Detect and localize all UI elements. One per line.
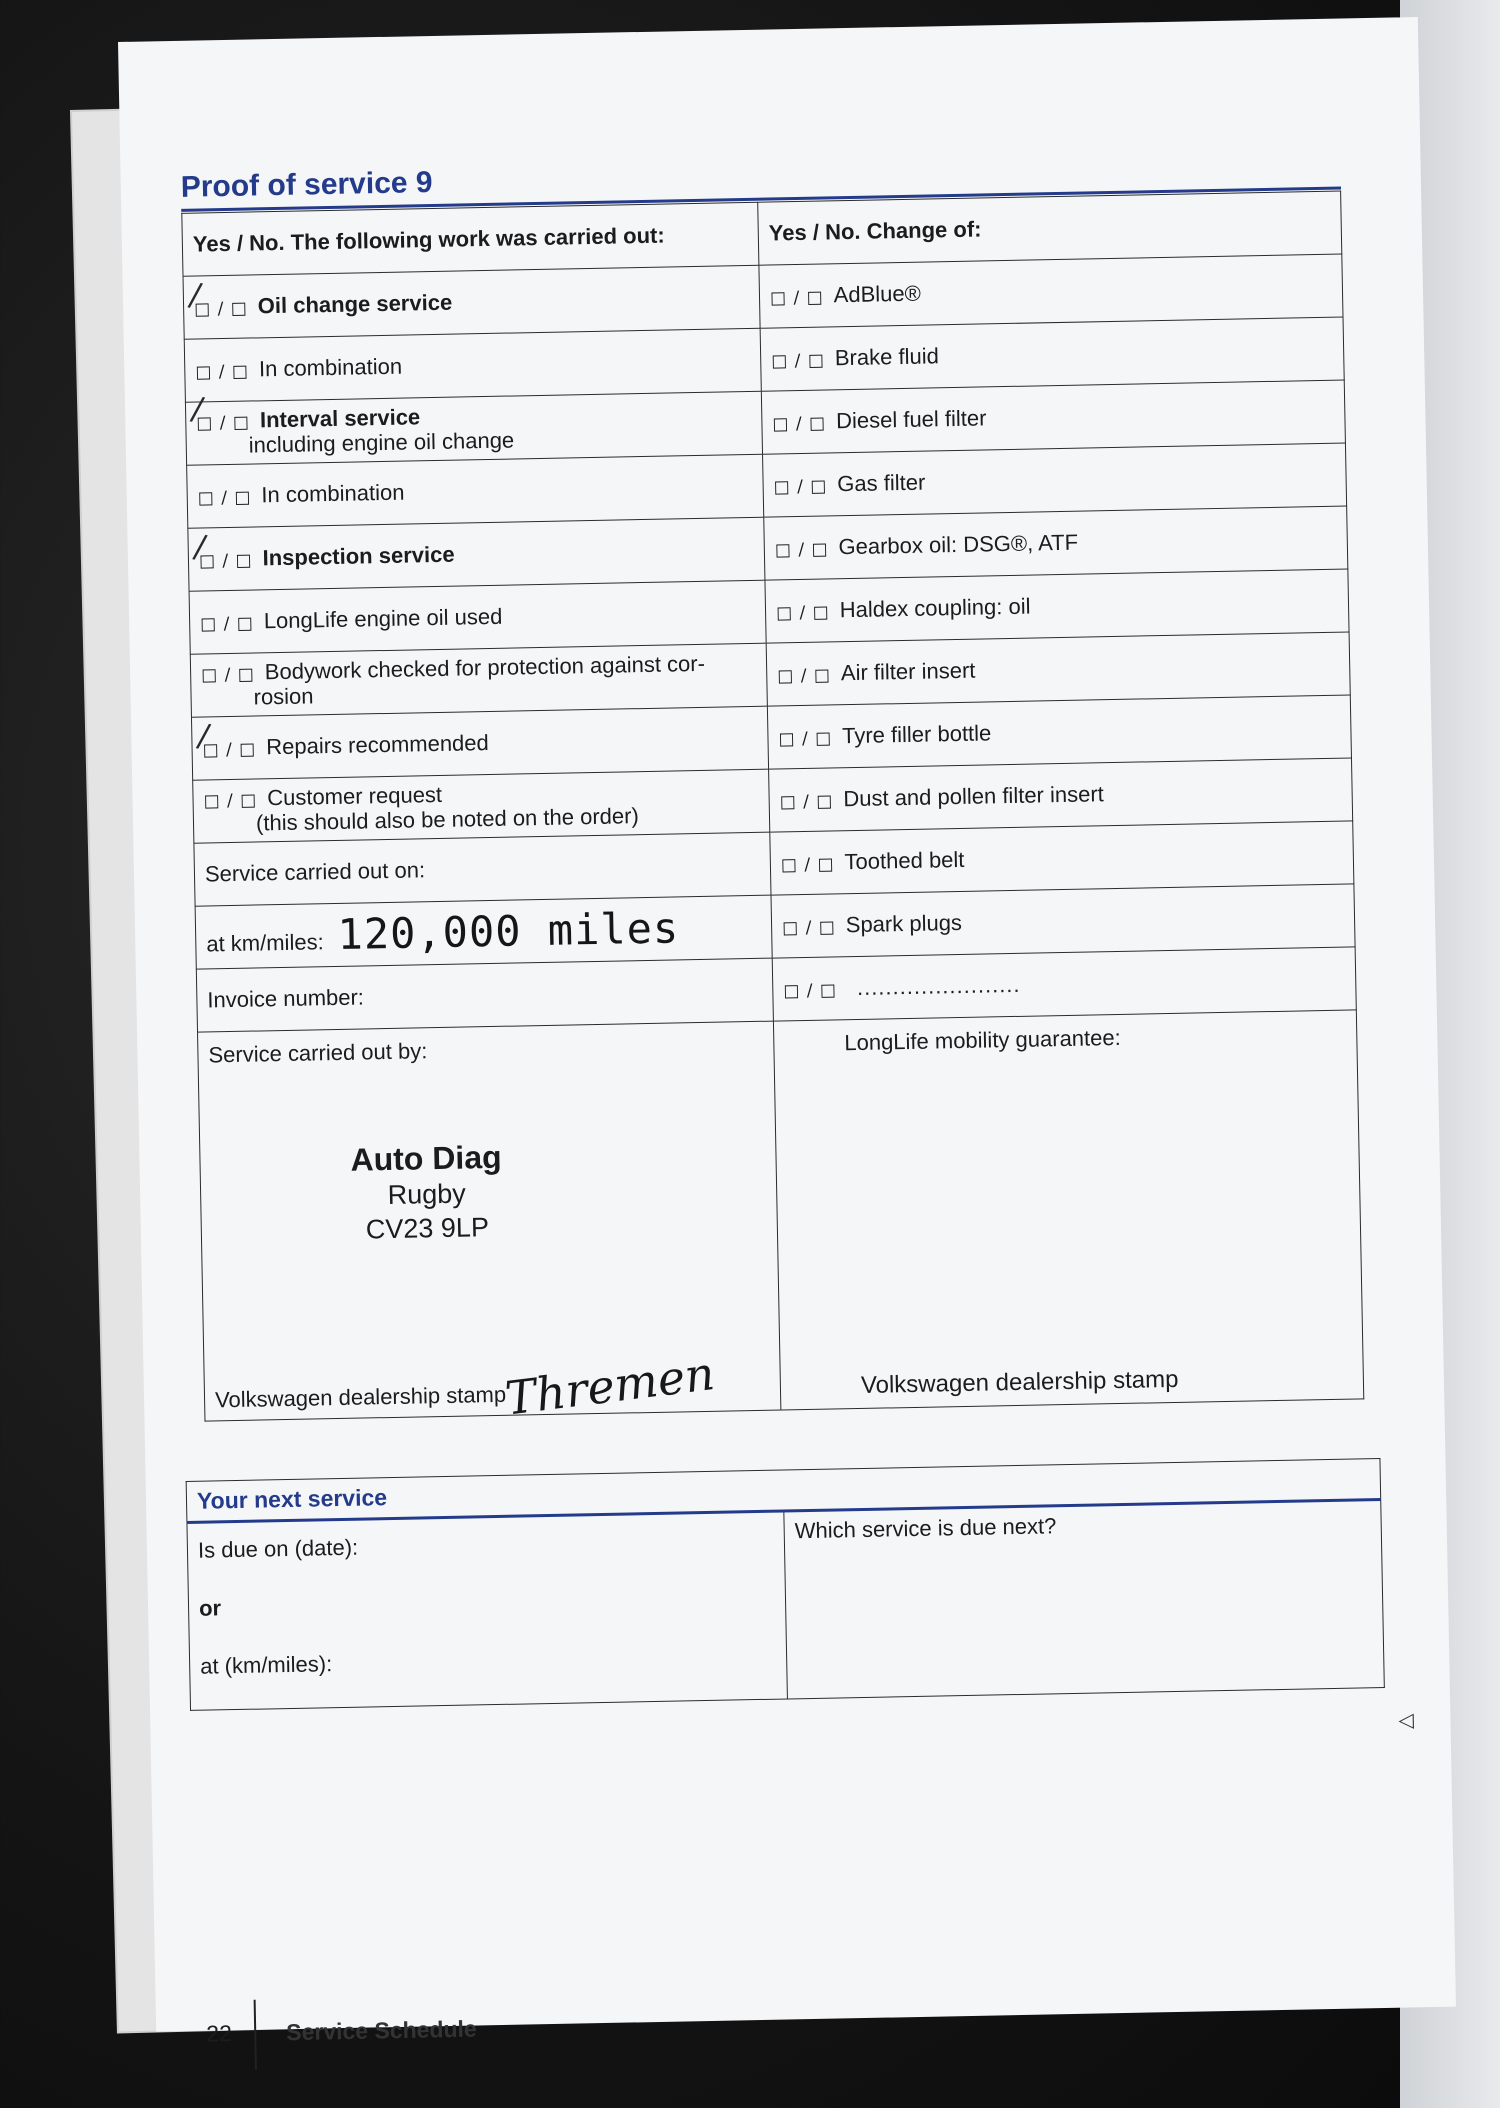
right-header: Yes / No. Change of: [758, 191, 1342, 265]
checkbox-pair[interactable]: □ / □ [774, 539, 829, 561]
work-label: In combination [258, 353, 403, 382]
left-stamp-cell [198, 1021, 781, 1426]
work-label: In combination [261, 479, 405, 508]
right-stamp-cell [773, 1010, 1363, 1410]
change-label: Spark plugs [845, 910, 963, 938]
stamp-line-3: CV23 9LP [365, 1211, 490, 1245]
change-label: Gas filter [837, 469, 926, 497]
change-label: Toothed belt [844, 847, 965, 875]
service-page [118, 17, 1456, 2047]
longlife-guarantee-label: LongLife mobility guarantee: [844, 1024, 1121, 1056]
right-stamp-label: Volkswagen dealership stamp [860, 1366, 1179, 1400]
dealer-stamp [350, 1137, 503, 1247]
tick-mark-icon: / [194, 716, 213, 756]
section-name: Service Schedule [285, 2015, 477, 2046]
change-label: Diesel fuel filter [835, 405, 987, 434]
change-row[interactable] [765, 569, 1349, 643]
checkbox-pair[interactable]: □ / □ [200, 613, 255, 635]
change-row[interactable] [763, 443, 1347, 517]
change-row[interactable] [771, 884, 1355, 958]
work-label: Repairs recommended [265, 730, 489, 760]
checkbox-pair[interactable]: □ / □ [781, 917, 836, 939]
which-service-label: Which service is due next? [794, 1513, 1057, 1544]
change-row[interactable] [761, 380, 1345, 454]
work-label: Interval service [259, 403, 421, 432]
checkbox-pair[interactable]: □ / □ [779, 791, 834, 813]
km-miles-row [195, 895, 772, 969]
page-number: 22 [206, 2020, 233, 2047]
checkbox-pair[interactable]: □ / □ [780, 854, 835, 876]
proof-title: Proof of service 9 [180, 165, 433, 204]
footer-divider [254, 2000, 257, 2070]
change-label: Dust and pollen filter insert [843, 781, 1104, 812]
change-label: ....................... [856, 972, 1021, 1001]
work-label: Inspection service [262, 541, 455, 571]
service-date-label: Service carried out on: [194, 832, 771, 906]
checkbox-pair[interactable]: □ / □ [193, 298, 249, 320]
work-row[interactable] [183, 265, 760, 339]
work-label: Oil change service [257, 289, 453, 319]
change-row[interactable] [769, 758, 1353, 832]
triangle-icon: ◁ [1398, 1709, 1415, 1732]
work-row[interactable] [185, 388, 762, 465]
change-row[interactable] [770, 821, 1354, 895]
checkbox-pair[interactable]: □ / □ [200, 664, 256, 686]
work-row[interactable] [189, 580, 766, 654]
work-row[interactable] [187, 454, 764, 528]
stamp-line-1: Auto Diag [350, 1138, 502, 1178]
service-table [181, 191, 1364, 1426]
or-label: or [198, 1595, 222, 1621]
work-row[interactable] [190, 643, 767, 717]
change-label: Tyre filler bottle [841, 720, 992, 749]
checkbox-pair[interactable]: □ / □ [197, 487, 252, 509]
checkbox-pair[interactable]: □ / □ [775, 602, 830, 624]
change-row[interactable] [759, 254, 1343, 328]
change-label: AdBlue® [833, 280, 922, 308]
change-row[interactable] [760, 317, 1344, 391]
tick-mark-icon: / [191, 527, 210, 567]
change-label: Haldex coupling: oil [839, 593, 1031, 623]
due-on-label[interactable]: Is due on (date): [197, 1534, 359, 1563]
work-sub-label: rosion [253, 683, 314, 710]
checkbox-pair[interactable]: □ / □ [203, 790, 258, 812]
work-label: LongLife engine oil used [263, 603, 503, 634]
next-service-table [186, 1458, 1385, 1711]
carried-out-by-label: Service carried out by: [208, 1038, 428, 1068]
checkbox-pair[interactable]: □ / □ [771, 350, 826, 372]
checkbox-pair[interactable]: □ / □ [769, 287, 824, 309]
work-row[interactable] [188, 517, 765, 591]
work-row[interactable] [191, 706, 768, 780]
km-miles-value[interactable]: 120,000 miles [337, 903, 680, 959]
checkbox-pair[interactable]: □ / □ [777, 665, 832, 687]
footer [206, 1995, 478, 2070]
which-service-cell[interactable] [784, 1500, 1384, 1699]
left-stamp-label: Volkswagen dealership stamp [214, 1381, 507, 1413]
next-service-left [187, 1511, 787, 1710]
work-row[interactable] [184, 328, 761, 402]
change-label: Gearbox oil: DSG®, ATF [838, 529, 1079, 560]
next-service-title: Your next service [186, 1459, 1381, 1523]
invoice-number-label[interactable]: Invoice number: [196, 958, 773, 1032]
work-sub-label: including engine oil change [248, 427, 515, 458]
change-label: Brake fluid [834, 343, 940, 371]
change-label: Air filter insert [840, 657, 976, 686]
checkbox-pair[interactable]: □ / □ [195, 361, 250, 383]
checkbox-pair[interactable]: □ / □ [778, 728, 833, 750]
checkbox-pair[interactable]: □ / □ [198, 550, 253, 572]
work-sub-label: (this should also be noted on the order) [255, 803, 640, 836]
tick-mark-icon: / [188, 388, 207, 428]
checkbox-pair[interactable]: □ / □ [773, 476, 828, 498]
checkbox-pair[interactable]: □ / □ [772, 413, 827, 435]
stamp-line-2: Rugby [387, 1178, 467, 1211]
work-label: Customer request [266, 781, 443, 810]
change-row[interactable] [767, 695, 1351, 769]
work-row[interactable] [193, 769, 770, 843]
km-miles-label: at km/miles: [206, 929, 324, 957]
change-row[interactable] [764, 506, 1348, 580]
signature: Thremen [502, 1346, 718, 1426]
tick-mark-icon: / [186, 275, 205, 315]
checkbox-pair[interactable]: □ / □ [783, 980, 838, 1002]
checkbox-pair[interactable]: □ / □ [202, 739, 257, 761]
change-row[interactable] [766, 632, 1350, 706]
left-header: Yes / No. The following work was carried out: [182, 202, 759, 276]
checkbox-pair[interactable]: □ / □ [196, 412, 251, 434]
work-label: Bodywork checked for protection against cor- [264, 650, 706, 684]
at-km-label[interactable]: at (km/miles): [199, 1651, 333, 1679]
change-row[interactable] [772, 947, 1356, 1021]
